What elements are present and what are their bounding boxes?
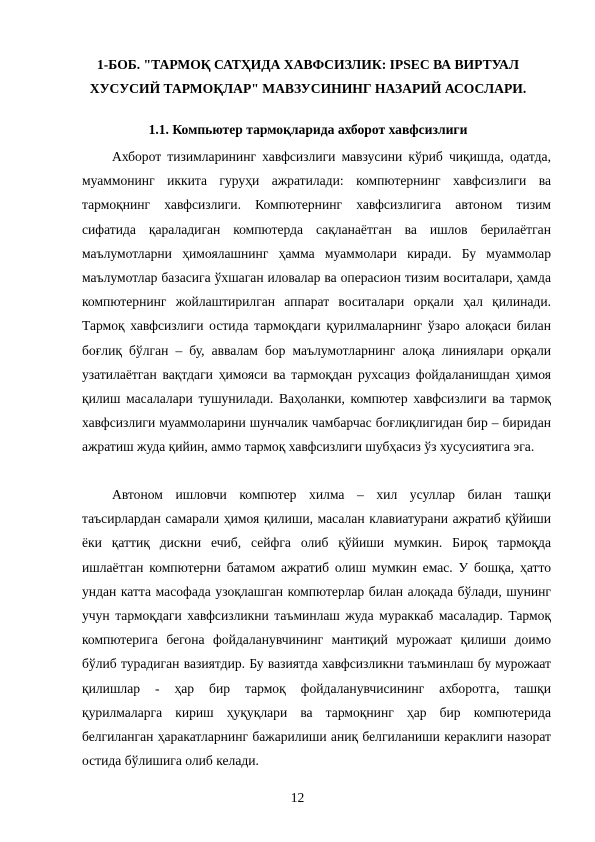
page-number: 12 bbox=[290, 790, 305, 805]
section-title: 1.1. Компьютер тармоқларида ахборот хавфсизлиги bbox=[148, 122, 468, 137]
body-paragraph-1: Ахборот тизимларининг хавфсизлиги мавзусини кўриб чиқишда, одатда, муаммонинг иккита гуруҳи ажратилади: компютернинг хавфсизлиги ва тармоқнинг хавфсизлиги. Компютернинг хавфсизлигига автоном тизим сифатида қараладиган компютерда сақланаётган ва ишлов берилаётган маълумотларни ҳимоялашнинг ҳамма муаммолари киради. Бу муаммолар маълумотлар базасига ўхшаган иловалар ва операсион тизим воситалари, ҳамда компютернинг жойлаштирилган аппарат воситалари орқали ҳал қилинади. Тармоқ хавфсизлиги остида тармоқдаги қурилмаларнинг ўзаро алоқаси билан боғлиқ бўлган – бу, аввалам бор маълумотларнинг алоқа линиялари орқали узатилаётган вақтдаги ҳимояси ва тармоқдан рухсациз фойдаланишдан ҳимоя қилиш масалалари тушунилади. Ваҳоланки, компютер хавфсизлиги ва тармоқ хавфсизлиги муаммоларини шунчалик чамбарчас боғлиқлигидан бир – биридан ажратиш жуда қийин, аммо тармоқ хавфсизлиги шубҳасиз ўз хусусиятига эга. bbox=[82, 149, 551, 455]
body-paragraph-2: Автоном ишловчи компютер хилма – хил усуллар билан ташқи таъсирлардан самарали ҳимоя қилиши, масалан клавиатурани ажратиб қўйиши ёки қаттиқ дискни ечиб, сейфга олиб қўйиши мумкин. Бироқ тармоқда ишлаётган компютерни батамом ажратиб олиш мумкин емас. У бошқа, ҳатто ундан катта масофада узоқлашган компютерлар билан алоқада бўлади, шунинг учун тармоқдаги хавфсизликни таъминлаш жуда мураккаб масаладир. Тармоқ компютерига бегона фойдаланувчининг мантиқий мурожаат қилиши доимо бўлиб турадиган вазиятдир. Бу вазиятда хавфсизликни таъминлаш бу мурожаат қилишлар - ҳар бир тармоқ фойдаланувчисининг ахборотга, ташқи қурилмаларга кириш ҳуқуқлари ва тармоқнинг ҳар бир компютерида белгиланган ҳаракатларнинг бажарилиши аниқ белгиланиши кераклиги назорат остида бўлишига олиб келади. bbox=[82, 487, 551, 769]
chapter-title: 1-БОБ. "ТАРМОҚ САТҲИДА ХАВФСИЗЛИК: IPSEC ВА ВИРТУАЛ ХУСУСИЙ ТАРМОҚЛАР" МАВЗУСИНИНГ НАЗАРИЙ АСОСЛАРИ. bbox=[89, 57, 527, 96]
